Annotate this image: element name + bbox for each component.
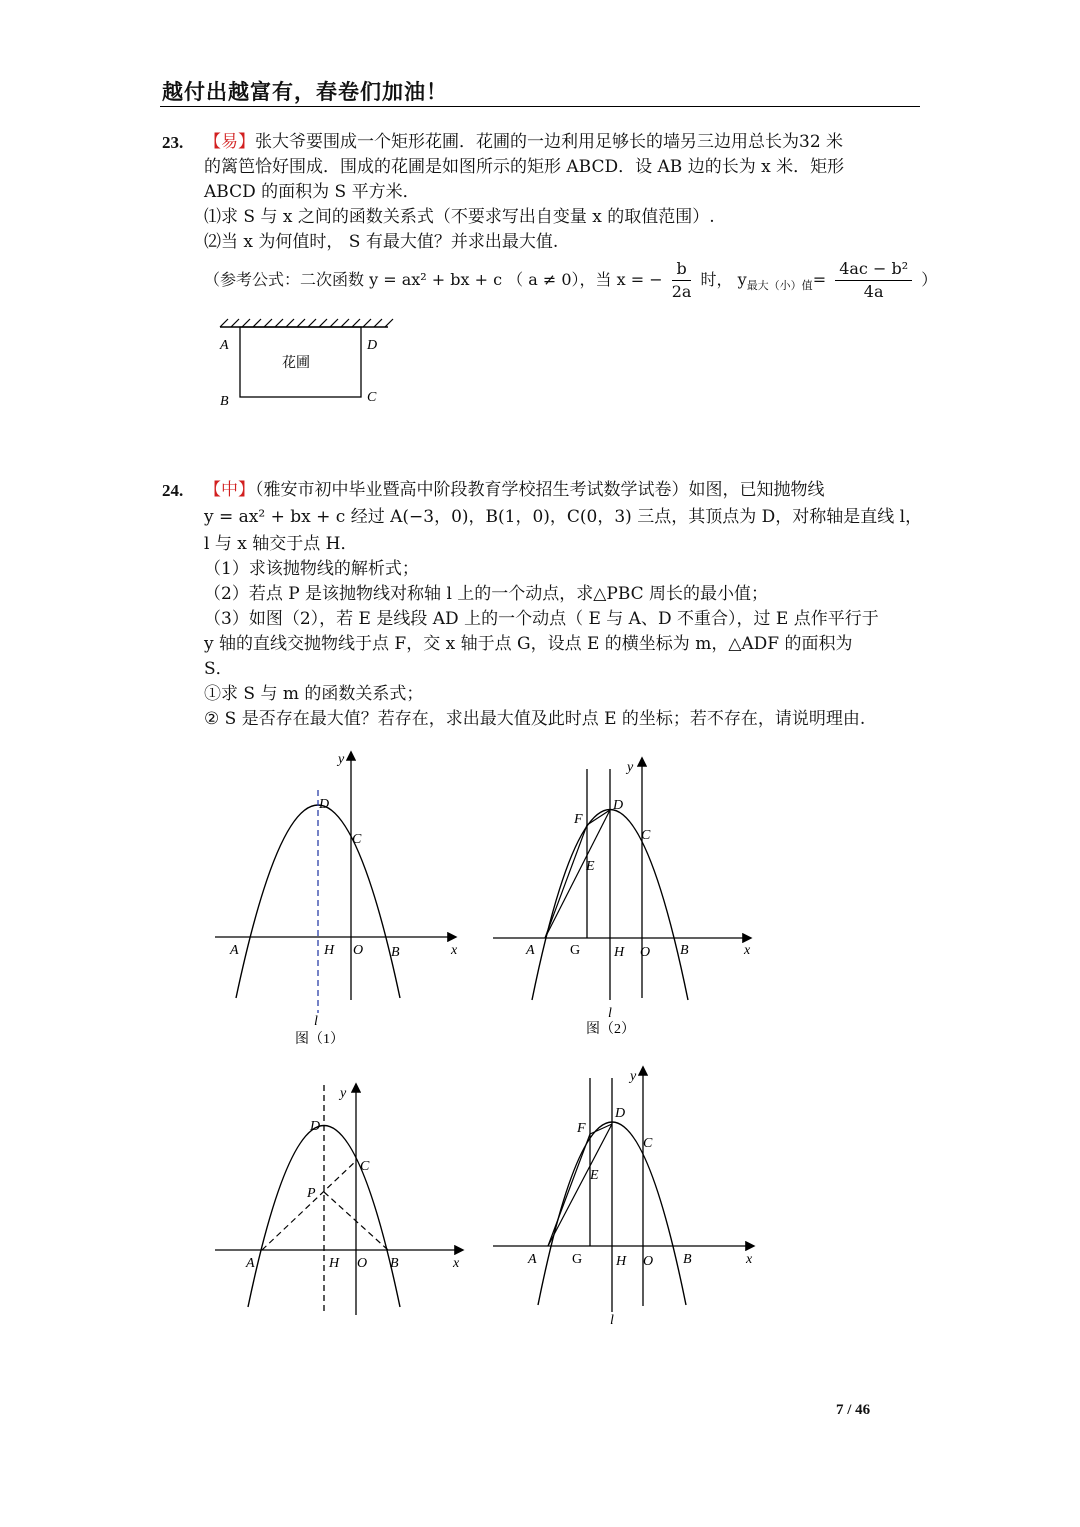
label-D: D [310,1119,321,1134]
label-A: A [246,1256,255,1271]
formula-subscript: 最大（小）值 [746,279,813,293]
wall-hatching [220,319,393,327]
label-F: F [577,1121,586,1136]
label-B: B [391,945,400,960]
segment-AF [548,1134,590,1246]
q24-line-1 [204,478,825,503]
fraction-b-over-2a [672,258,692,303]
page-number: 7 / 46 [836,1402,871,1418]
label-F: F [574,812,583,827]
figure-3-parabola [200,1075,480,1335]
label-x: x [453,1256,460,1271]
label-O: O [357,1256,368,1271]
garden-figure [210,315,400,415]
segment-AD [548,1124,612,1246]
segment-AF [545,825,587,938]
point-label-A: A [220,338,229,353]
label-D: D [613,798,624,813]
label-l: l [608,1006,612,1021]
segment-AC-dashed [262,1161,356,1250]
q24-line-9: ①求 S 与 m 的函数关系式； [204,684,424,704]
formula-mid: 时， y [700,270,747,289]
label-A: A [528,1252,537,1267]
label-C: C [641,828,651,843]
difficulty-tag: 【中】 [204,480,255,500]
label-H: H [329,1256,340,1271]
label-D: D [615,1106,626,1121]
q24-line-10: ② S 是否存在最大值？若存在，求出最大值及此时点 E 的坐标；若不存在，请说明理由. [204,709,866,729]
question-24 [162,478,922,738]
frac-denominator: 2a [671,282,692,301]
point-label-B: B [220,394,229,409]
fraction-extreme-value [835,258,912,303]
label-P: P [307,1186,316,1201]
formula-suffix: ） [921,270,938,289]
q24-line-6: （3）如图（2），若 E 是线段 AD 上的一个动点（ E 与 A、D 不重合），过 E 点作平行于 [204,609,879,629]
q24-line-8: S． [204,659,233,679]
garden-label: 花圃 [282,356,310,371]
q23-line-4: ⑴求 S 与 x 之间的函数关系式（不要求写出自变量 x 的取值范围）. [204,207,715,227]
label-l: l [314,1014,318,1029]
label-B: B [680,943,689,958]
difficulty-tag: 【易】 [204,132,255,152]
question-number: 24. [162,481,184,500]
label-C: C [360,1159,370,1174]
label-H: H [616,1254,627,1269]
q24-line-2: y = ax² + bx + c 经过 A(−3，0)，B(1，0)，C(0，3) 三点，其顶点为 D，对称轴是直线 l， [204,507,923,527]
page-header-title: 越付出越富有，春卷们加油！ [162,80,448,104]
point-label-D: D [367,338,378,353]
label-y: y [630,1069,637,1084]
label-H: H [614,945,625,960]
header-divider [160,106,920,107]
point-label-C: C [367,390,377,405]
figure-caption-1: 图（1） [295,1032,344,1047]
label-y: y [338,752,345,767]
label-l: l [610,1313,614,1328]
label-A: A [230,943,239,958]
label-E: E [586,859,595,874]
q23-line-3: ABCD 的面积为 S 平方米． [204,182,420,202]
frac-numerator: 4ac − b² [835,258,912,281]
q24-line-1-text: （雅安市初中毕业暨高中阶段教育学校招生考试数学试卷）如图，已知抛物线 [255,480,825,500]
label-D: D [319,797,330,812]
q24-line-5: （2）若点 P 是该抛物线对称轴 l 上的一个动点，求△PBC 周长的最小值； [204,584,769,604]
q24-line-7: y 轴的直线交抛物线于点 F，交 x 轴于点 G，设点 E 的横坐标为 m，△ADF 的面积为 [204,634,853,654]
q23-line-5: ⑵当 x 为何值时， S 有最大值？并求出最大值. [204,232,559,252]
label-C: C [352,832,362,847]
q23-line-2: 的篱笆恰好围成．围成的花圃是如图所示的矩形 ABCD．设 AB 边的长为 x 米．矩形 [204,157,845,177]
q23-line-1-text: 张大爷要围成一个矩形花圃．花圃的一边利用足够长的墙另三边用总长为32 米 [255,132,844,152]
q23-line-1 [204,130,843,155]
label-x: x [746,1252,753,1267]
label-O: O [640,945,651,960]
label-E: E [590,1168,599,1183]
label-H: H [324,943,335,958]
label-G: G [572,1252,583,1267]
figure-2-parabola [488,755,768,1045]
reference-formula [204,258,937,303]
frac-denominator: 4a [863,282,884,301]
label-x: x [744,943,751,958]
formula-prefix: （参考公式：二次函数 y = ax² + bx + c （ a ≠ 0），当 x = − [204,270,663,289]
label-C: C [643,1136,653,1151]
frac-numerator: b [672,258,692,281]
label-O: O [353,943,364,958]
formula-equals: = [812,270,827,289]
question-number: 23. [162,133,184,152]
label-y: y [627,760,634,775]
label-B: B [683,1252,692,1267]
label-x: x [451,943,458,958]
label-y: y [340,1086,347,1101]
figure-4-parabola [488,1062,768,1332]
segment-AD [545,810,610,938]
q24-line-4: （1）求该抛物线的解析式； [204,559,419,579]
label-A: A [526,943,535,958]
label-G: G [570,943,581,958]
figure-caption-2: 图（2） [586,1022,635,1037]
figure-1-parabola [200,745,480,1055]
label-B: B [390,1256,399,1271]
q24-line-3: l 与 x 轴交于点 H． [204,534,358,554]
label-O: O [643,1254,654,1269]
